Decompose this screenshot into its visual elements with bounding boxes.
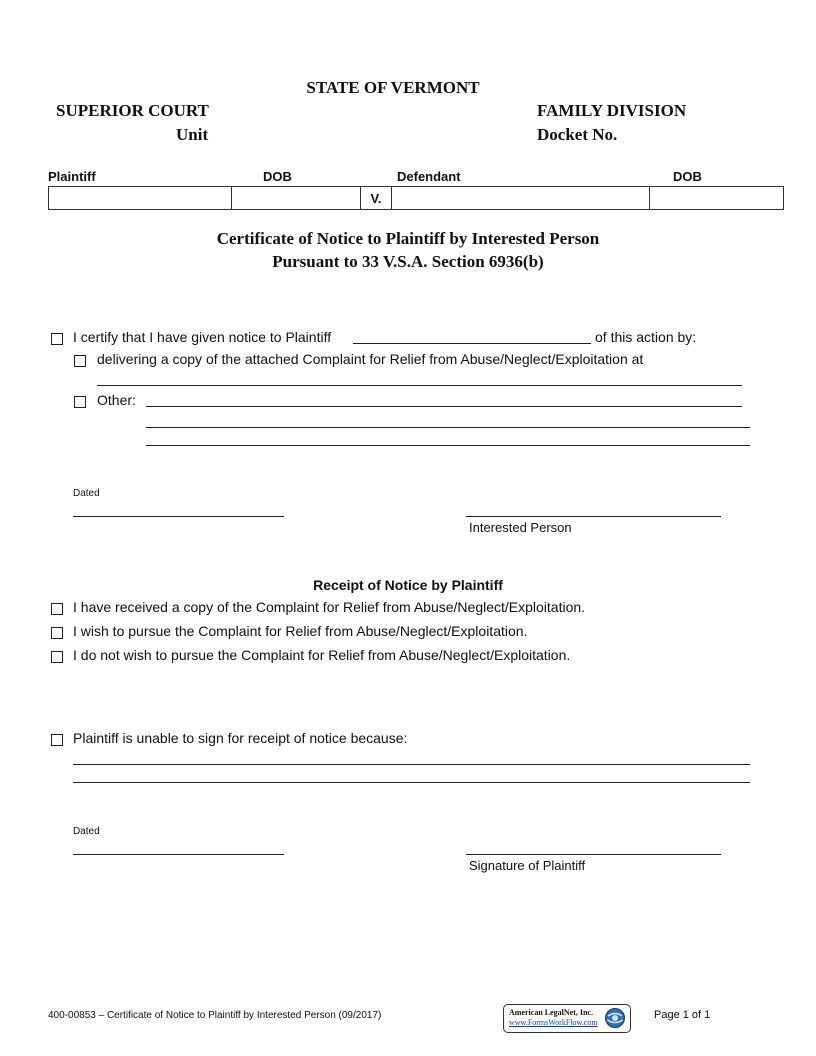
plaintiff-signature-label: Signature of Plaintiff xyxy=(469,858,586,873)
deliver-checkbox[interactable] xyxy=(74,355,86,367)
unable-reason-line-1[interactable] xyxy=(73,764,750,765)
certify-text-end: of this action by: xyxy=(595,329,697,345)
certify-text: I certify that I have given notice to Plaintiff xyxy=(73,329,332,345)
plaintiff-label: Plaintiff xyxy=(48,169,96,184)
unable-reason-line-2[interactable] xyxy=(73,782,750,783)
unable-to-sign-text: Plaintiff is unable to sign for receipt of notice because: xyxy=(73,730,408,746)
dated-label-2: Dated xyxy=(73,826,100,837)
date-line-2[interactable] xyxy=(73,854,284,855)
plaintiff-dob-label: DOB xyxy=(263,169,292,184)
other-checkbox[interactable] xyxy=(74,396,86,408)
pursue-text: I wish to pursue the Complaint for Relief from Abuse/Neglect/Exploitation. xyxy=(73,623,528,639)
unit-label: Unit xyxy=(176,125,209,144)
plaintiff-signature-line[interactable] xyxy=(466,854,721,855)
defendant-dob-label: DOB xyxy=(673,169,702,184)
docket-label: Docket No. xyxy=(537,125,618,144)
unable-to-sign-checkbox[interactable] xyxy=(51,734,63,746)
other-line-1[interactable] xyxy=(146,406,742,407)
defendant-name-field[interactable] xyxy=(392,187,650,210)
interested-person-signature-line[interactable] xyxy=(466,516,721,517)
versus-cell: V. xyxy=(361,187,392,210)
delivery-address-line[interactable] xyxy=(97,385,742,386)
pursue-checkbox[interactable] xyxy=(51,627,63,639)
globe-icon xyxy=(604,1007,626,1029)
form-title-line1: Certificate of Notice to Plaintiff by Interested Person xyxy=(216,229,600,248)
division-name: FAMILY DIVISION xyxy=(537,101,687,120)
not-pursue-text: I do not wish to pursue the Complaint for Relief from Abuse/Neglect/Exploitation. xyxy=(73,647,571,663)
date-line-1[interactable] xyxy=(73,516,284,517)
plaintiff-dob-field[interactable] xyxy=(232,187,361,210)
not-pursue-checkbox[interactable] xyxy=(51,651,63,663)
plaintiff-name-field[interactable] xyxy=(49,187,232,210)
deliver-option-text: delivering a copy of the attached Complaint for Relief from Abuse/Neglect/Exploitation at xyxy=(97,351,644,367)
received-copy-text: I have received a copy of the Complaint for Relief from Abuse/Neglect/Exploitation. xyxy=(73,599,586,615)
interested-person-label: Interested Person xyxy=(469,520,572,535)
other-line-3[interactable] xyxy=(146,445,750,446)
logo-company-name: American LegalNet, Inc. xyxy=(509,1008,593,1017)
other-option-label: Other: xyxy=(97,392,136,408)
logo-website: www.FormsWorkFlow.com xyxy=(509,1018,598,1027)
form-title-line2: Pursuant to 33 V.S.A. Section 6936(b) xyxy=(272,252,544,271)
certify-checkbox[interactable] xyxy=(51,333,63,345)
received-copy-checkbox[interactable] xyxy=(51,603,63,615)
legalnet-logo xyxy=(503,1004,631,1033)
dated-label-1: Dated xyxy=(73,488,100,499)
receipt-heading: Receipt of Notice by Plaintiff xyxy=(313,577,503,593)
page-number: Page 1 of 1 xyxy=(654,1009,711,1021)
parties-table xyxy=(48,186,784,210)
other-line-2[interactable] xyxy=(146,427,750,428)
court-name: SUPERIOR COURT xyxy=(56,101,209,120)
form-id: 400-00853 – Certificate of Notice to Plaintiff by Interested Person (09/2017) xyxy=(48,1010,382,1021)
defendant-dob-field[interactable] xyxy=(650,187,784,210)
plaintiff-name-line[interactable] xyxy=(353,343,591,344)
state-heading: STATE OF VERMONT xyxy=(306,78,480,97)
defendant-label: Defendant xyxy=(397,169,461,184)
